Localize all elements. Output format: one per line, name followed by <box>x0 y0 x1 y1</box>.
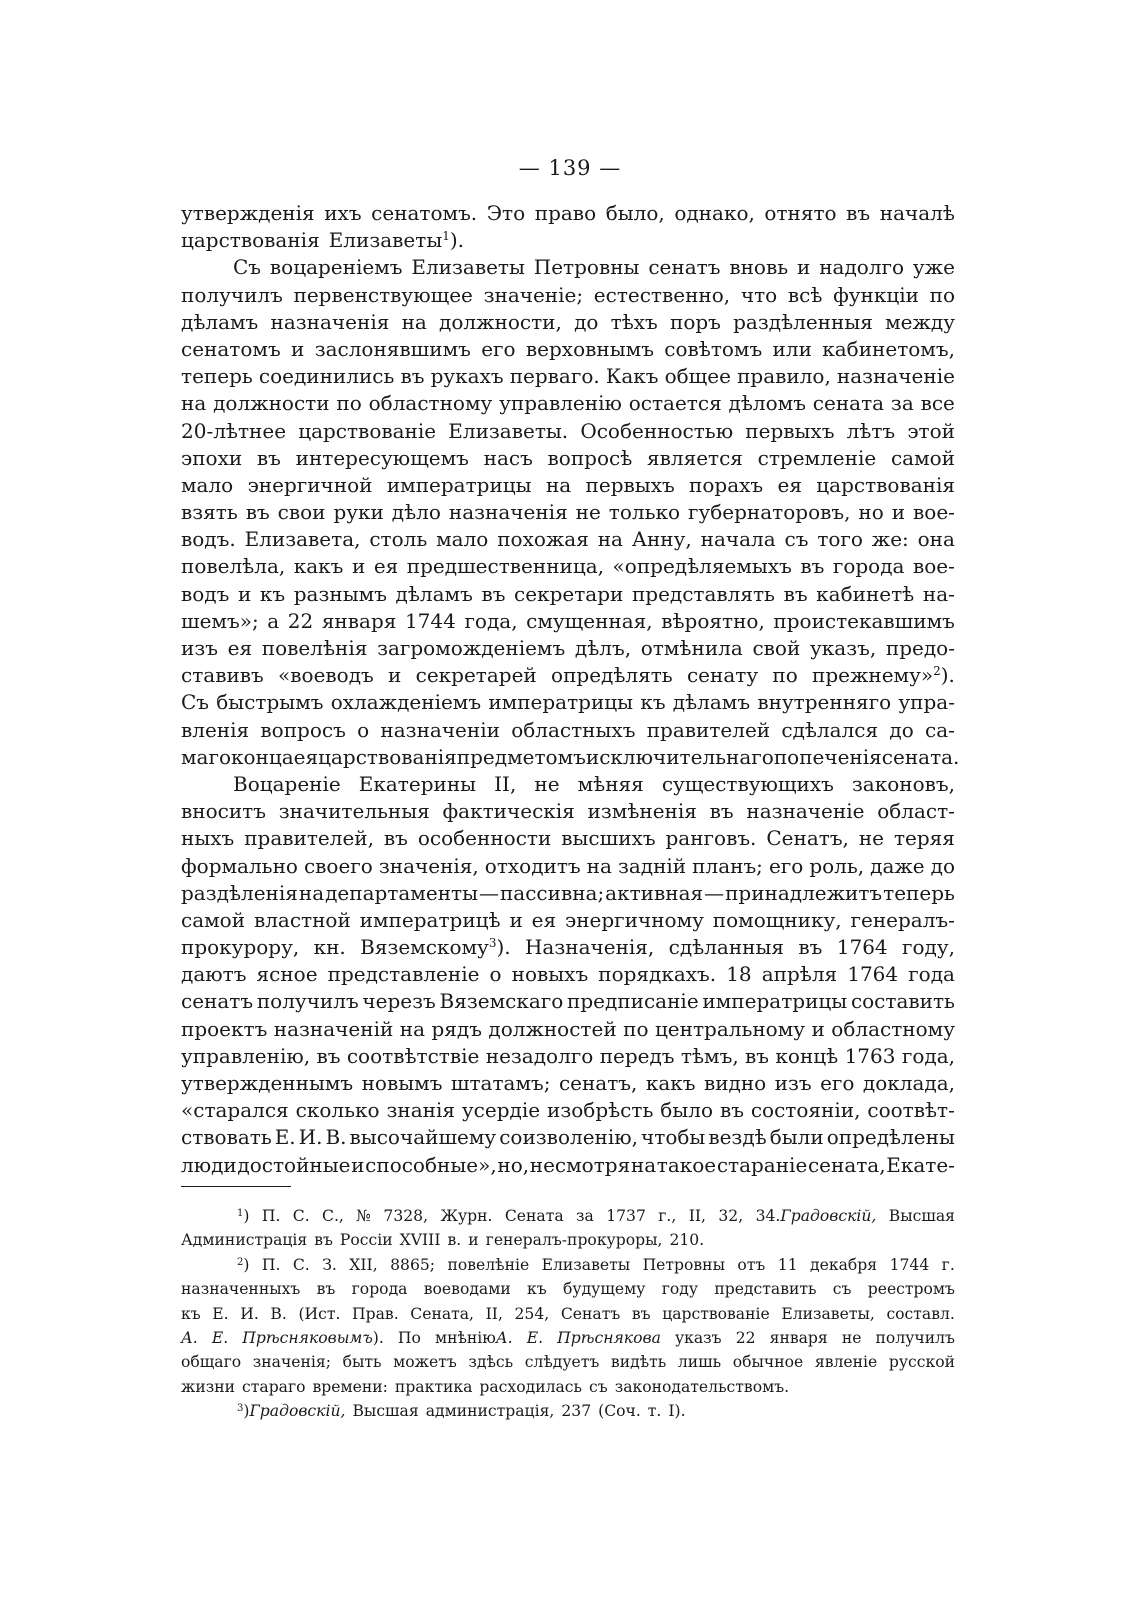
body-line: Воцареніе Екатерины II, не мѣняя существующихъ законовъ, <box>233 771 955 796</box>
body-line: ныхъ правителей, въ особенности высшихъ ранговъ. Сенатъ, не теряя <box>181 826 955 851</box>
body-line: ставивъ «воеводъ и секретарей опредѣлять сенату по прежнему»$^2$). <box>181 663 955 688</box>
body-line: эпохи въ интересующемъ насъ вопросѣ является стремленіе самой <box>181 445 955 470</box>
footnote-line: А. Е. Прѣсняковымъ). По мнѣніюА. Е. Прѣснякова указъ 22 января не получилъ <box>181 1328 955 1347</box>
body-line: получилъ первенствующее значеніе; естественно, что всѣ функціи по <box>181 282 955 307</box>
body-line: даютъ ясное представленіе о новыхъ порядкахъ. 18 апрѣля 1764 года <box>181 962 955 987</box>
body-line: утвержденнымъ новымъ штатамъ; сенатъ, какъ видно изъ его доклада, <box>181 1071 955 1095</box>
footnote-line: $^2$) П. С. З. XII, 8865; повелѣніе Елизаветы Петровны отъ 11 декабря 1744 г. <box>237 1255 955 1274</box>
body-line: сенатомъ и заслонявшимъ его верховнымъ совѣтомъ или кабинетомъ, <box>181 336 955 361</box>
body-line: утвержденія ихъ сенатомъ. Это право было, однако, отнято въ началѣ <box>181 201 955 225</box>
body-line: вленія вопросъ о назначеніи областныхъ правителей сдѣлался до са- <box>181 717 955 742</box>
body-line: управленію, въ соотвѣтствіе незадолго передъ тѣмъ, въ концѣ 1763 года, <box>181 1043 955 1068</box>
footnote-line: назначенныхъ въ города воеводами къ будущему году представить съ реестромъ <box>181 1280 955 1299</box>
body-line: формально своего значенія, отходитъ на задній планъ; его роль, даже до <box>181 853 955 878</box>
footnote-number: 3 <box>237 1403 244 1415</box>
body-line: Съ быстрымъ охлажденіемъ императрицы къ дѣламъ внутренняго упра- <box>181 690 955 715</box>
footnote-line: $^1$) П. С. С., № 7328, Журн. Сената за 1737 г., II, 32, 34.Градовскій, Высшая <box>237 1207 955 1225</box>
footnote-line: Администрація въ Россіи XVIII в. и генералъ-прокуроры, 210. <box>181 1231 705 1250</box>
body-line: теперь соединились въ рукахъ перваго. Какъ общее правило, назначеніе <box>181 364 955 389</box>
footnote-ref: 1 <box>442 229 450 244</box>
footnote-number: 2 <box>237 1256 244 1268</box>
body-line: сенатъ получилъ черезъ Вяземскаго предписаніе императрицы составить <box>181 989 955 1014</box>
body-line: «старался сколько знанія усердіе изобрѣсть было въ состояніи, соотвѣт- <box>181 1098 955 1123</box>
footnote-line: къ Е. И. В. (Ист. Прав. Сената, II, 254, Сенатъ въ царствованіе Елизаветы, составл. <box>181 1304 955 1323</box>
body-line: люди достойные и способные», но, несмотря на такое стараніе сената, Екате- <box>181 1152 955 1177</box>
body-line: шемъ»; а 22 января 1744 года, смущенная, вѣроятно, проистекавшимъ <box>181 608 955 633</box>
page-number: — 139 — <box>518 156 622 180</box>
footnote-ref: 2 <box>933 664 941 679</box>
body-line: вноситъ значительныя фактическія измѣненія въ назначеніе област- <box>181 799 955 824</box>
body-line: ствовать Е. И. В. высочайшему соизволенію, чтобы вездѣ были опредѣлены <box>181 1125 955 1150</box>
body-line: дѣламъ назначенія на должности, до тѣхъ поръ раздѣленныя между <box>181 309 955 334</box>
body-line: взять въ свои руки дѣло назначенія не только губернаторовъ, но и вое- <box>181 500 955 525</box>
body-line: маго конца ея царствованія предметомъ исключительнаго попеченія сената. <box>181 744 960 769</box>
footnote-ref: 3 <box>488 936 497 951</box>
footnotes <box>181 1204 955 1424</box>
footnote-divider <box>181 1186 291 1187</box>
footnote-line: жизни стараго времени: практика расходилась съ законодательствомъ. <box>181 1377 790 1396</box>
body-line: прокурору, кн. Вяземскому$^3$). Назначенія, сдѣланныя въ 1764 году, <box>181 935 955 960</box>
footnote-line: $^3$)Градовскій, Высшая администрація, 237 (Соч. т. I). <box>237 1402 686 1421</box>
body-line: Съ воцареніемъ Елизаветы Петровны сенатъ вновь и надолго уже <box>233 255 955 280</box>
body-line: повелѣла, какъ и ея предшественница, «опредѣляемыхъ въ города вое- <box>181 554 955 579</box>
body-line: водъ. Елизавета, столь мало похожая на Анну, начала съ того же: она <box>181 527 955 552</box>
body-line: царствованія Елизаветы$^1$). <box>181 228 465 253</box>
body-line: мало энергичной императрицы на первыхъ порахъ ея царствованія <box>181 472 955 497</box>
body-line: водъ и къ разнымъ дѣламъ въ секретари представлять въ кабинетѣ на- <box>181 581 955 606</box>
footnote-number: 1 <box>237 1208 244 1219</box>
footnote-line: общаго значенія; быть можетъ здѣсь слѣдуетъ видѣть лишь обычное явленіе русской <box>181 1353 955 1372</box>
body-line: раздѣленія на департаменты — пассивна; активная — принадлежитъ теперь <box>181 880 955 905</box>
body-line: самой властной императрицѣ и ея энергичному помощнику, генералъ- <box>181 907 955 932</box>
body-line: на должности по областному управленію остается дѣломъ сената за все <box>181 391 955 416</box>
body-line: 20-лѣтнее царствованіе Елизаветы. Особенностью первыхъ лѣтъ этой <box>181 418 955 443</box>
body-text <box>181 200 960 1179</box>
body-line: проектъ назначеній на рядъ должностей по центральному и областному <box>181 1016 955 1041</box>
body-line: изъ ея повелѣнія загроможденіемъ дѣлъ, отмѣнила свой указъ, предо- <box>181 636 955 660</box>
